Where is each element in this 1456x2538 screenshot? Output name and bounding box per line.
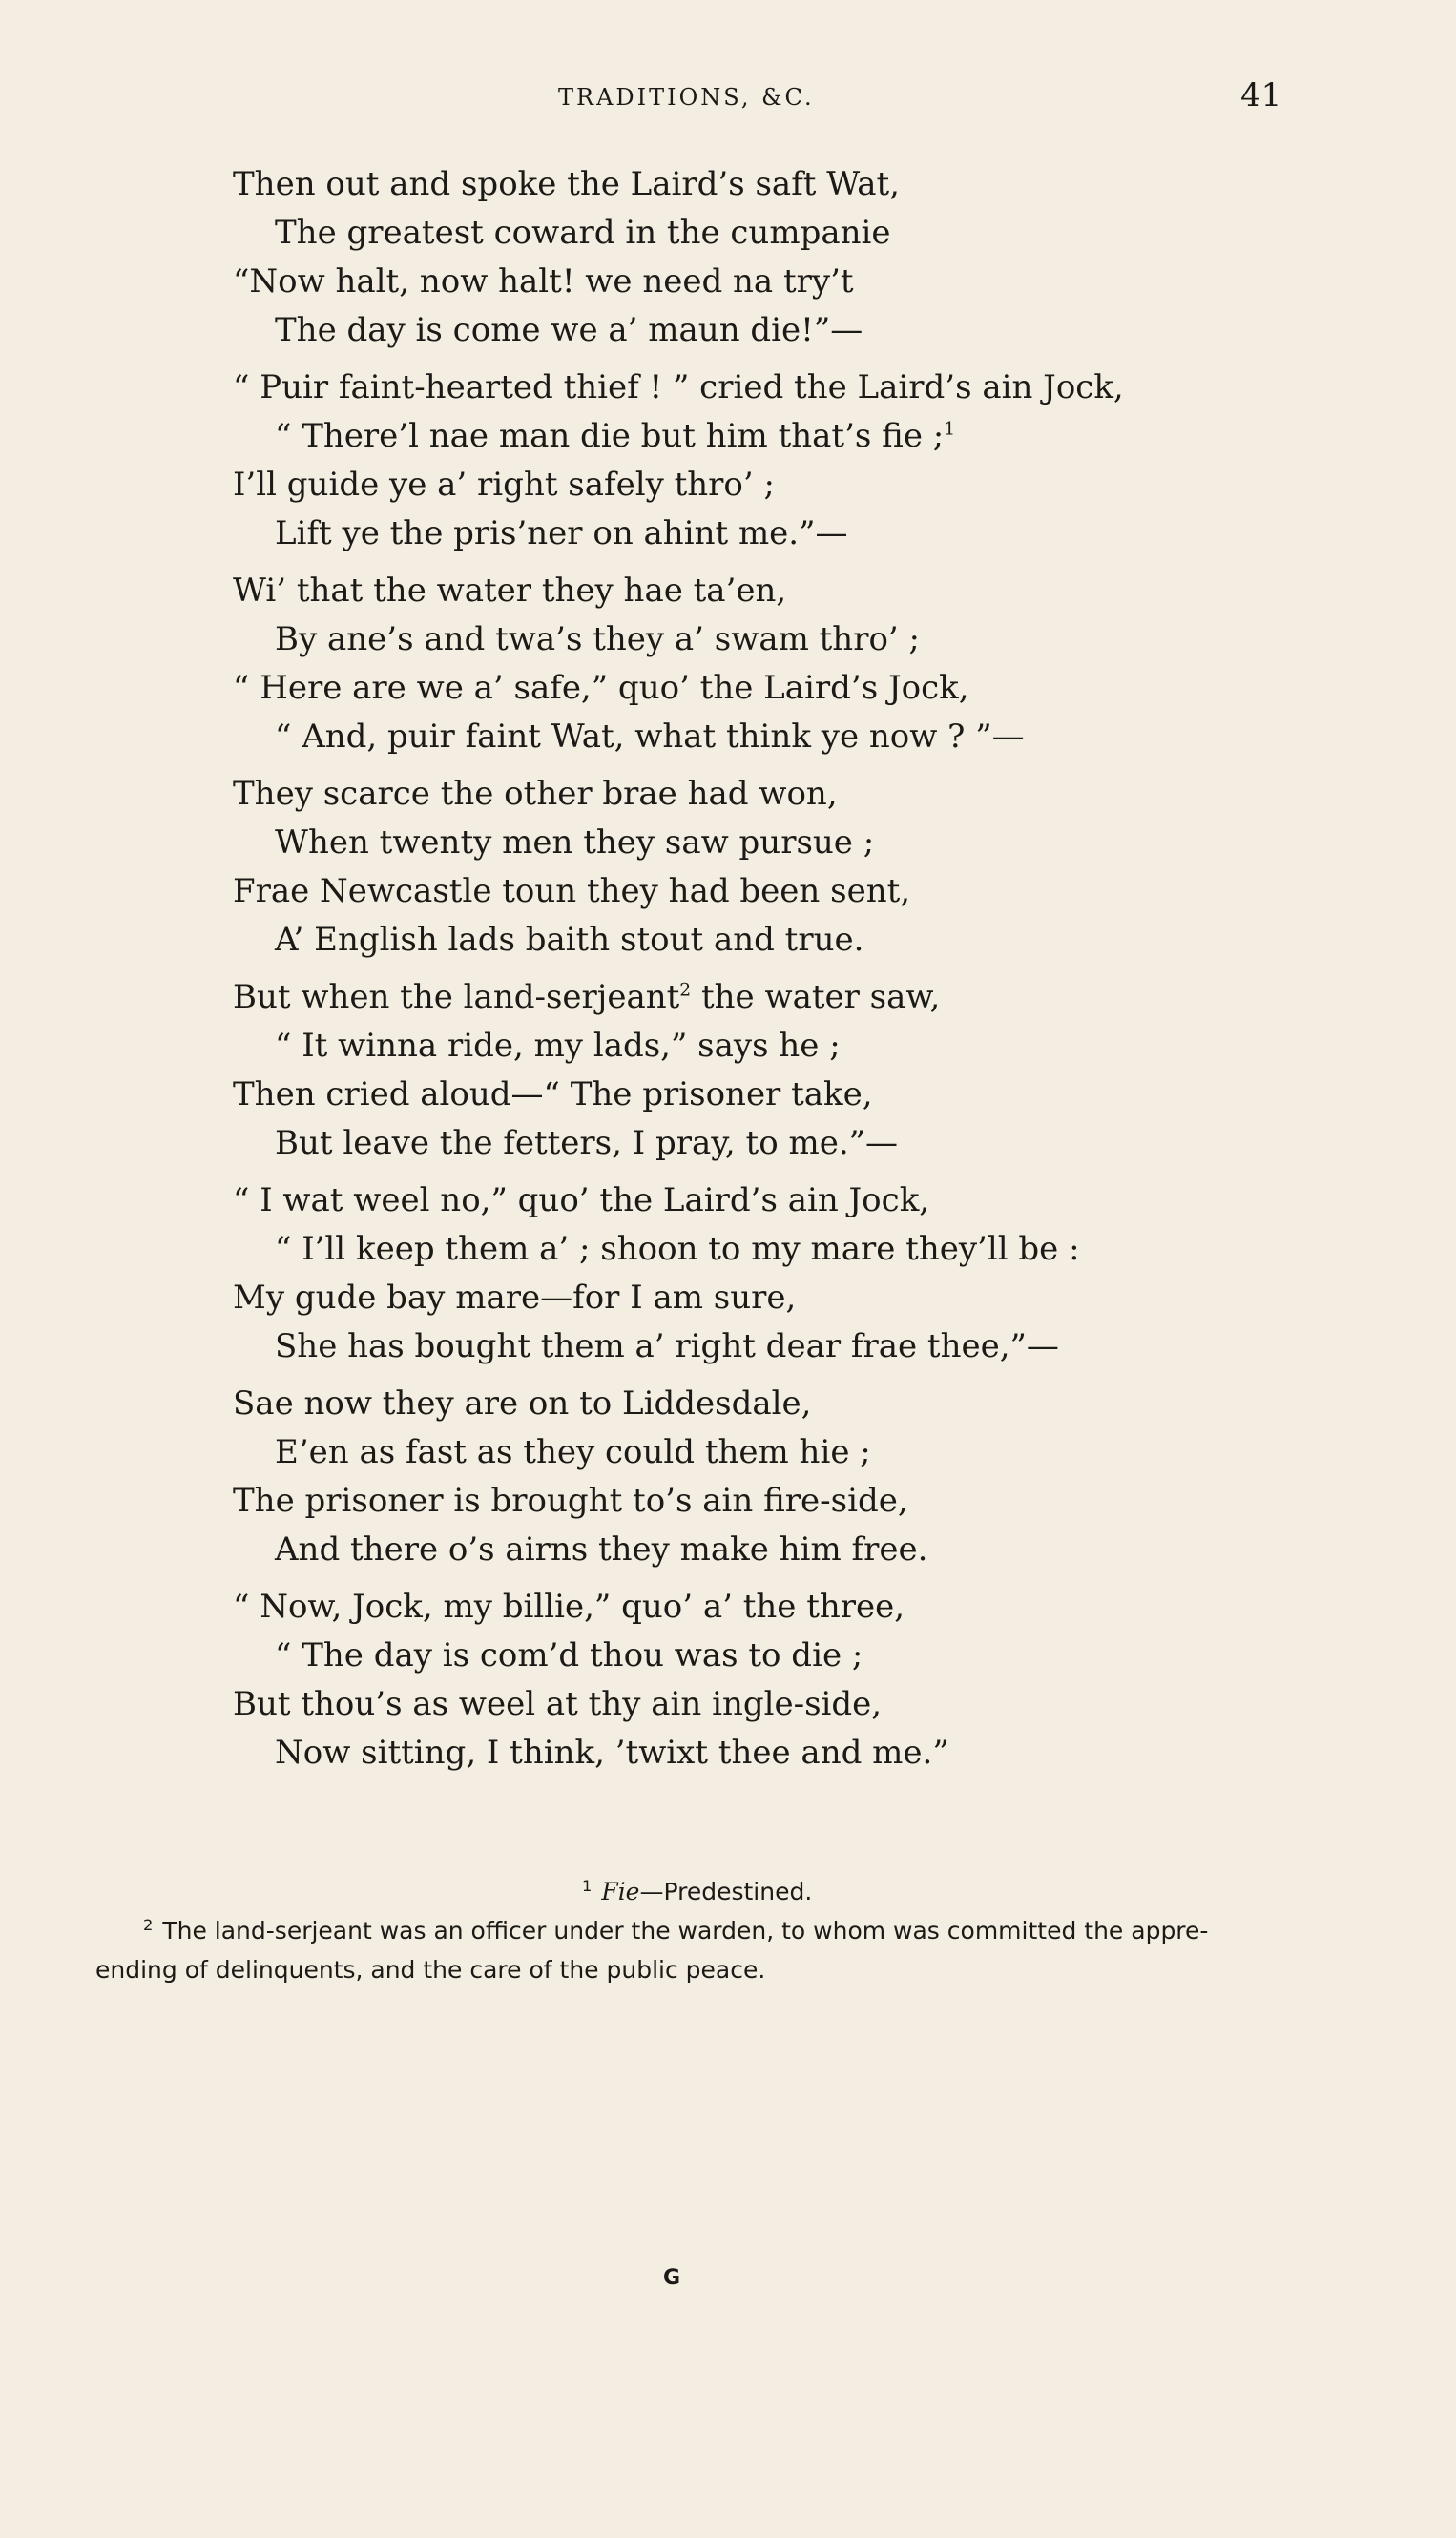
footnote-term: Fie [601,1878,640,1905]
poem-line: And there o’s airns they make him free. [275,1530,928,1569]
stanza [233,973,1282,1168]
poem-line: “Now halt, now halt! we need na try’t [233,262,854,301]
poem-line: “ It winna ride, my lads,” says he ; [275,1027,841,1065]
footnote-text: The land-serjeant was an officer under the warden, to whom was committed the appre- ending of delinquents, and the care of the public peace. [95,1917,1209,1984]
signature-mark: G [663,2266,681,2290]
poem-line: E’en as fast as they could them hie ; [275,1433,871,1471]
poem-line: But thou’s as weel at thy ain ingle-side, [233,1685,883,1723]
footnote-number: 1 [582,1876,593,1895]
poem-line: Wi’ that the water they hae ta’en, [233,572,787,610]
poem-line: When twenty men they saw pursue ; [275,823,875,862]
poem-line-tail: the water saw, [691,978,941,1016]
page-number: 41 [1240,76,1282,114]
poem-line [233,973,1282,1022]
poem [233,160,1282,1786]
footnote-number: 2 [143,1915,154,1934]
poem-line: The day is come we a’ maun die!”— [275,311,863,349]
stanza [233,770,1282,965]
poem-line: Frae Newcastle toun they had been sent, [233,872,911,910]
poem-line: Then out and spoke the Laird’s saft Wat, [233,165,900,203]
footnote-mark: 1 [944,419,956,440]
poem-line: They scarce the other brae had won, [233,775,838,813]
poem-line: Sae now they are on to Liddesdale, [233,1384,812,1423]
poem-line: She has bought them a’ right dear frae thee,”— [275,1327,1059,1365]
stanza [233,1176,1282,1371]
poem-line: “ I’ll keep them a’ ; shoon to my mare they’ll be : [275,1230,1080,1268]
poem-line: “ And, puir faint Wat, what think ye now ? ”— [275,718,1025,756]
poem-line: I’ll guide ye a’ right safely thro’ ; [233,466,775,504]
stanza [233,567,1282,761]
poem-line-text: But when the land-serjeant [233,978,680,1016]
poem-line: Lift ye the pris’ner on ahint me.”— [275,514,848,552]
poem-line [233,412,1282,461]
poem-line: The greatest coward in the cumpanie [275,214,891,252]
running-head: TRADITIONS, &C. [558,84,815,111]
stanza [233,1380,1282,1574]
stanza [233,160,1282,355]
poem-line: Then cried aloud—“ The prisoner take, [233,1075,873,1113]
poem-line: But leave the fetters, I pray, to me.”— [275,1124,899,1162]
poem-line: By ane’s and twa’s they a’ swam thro’ ; [275,620,920,658]
footnote-1 [95,1872,1269,1911]
poem-line: “ Now, Jock, my billie,” quo’ a’ the three, [233,1588,905,1626]
poem-line: “ The day is com’d thou was to die ; [275,1636,863,1675]
poem-line: “ Here are we a’ safe,” quo’ the Laird’s Jock, [233,669,969,707]
footnotes [95,1872,1269,1989]
footnote-2 [95,1911,1269,1989]
footnote-text: —Predestined. [639,1878,813,1905]
poem-line: The prisoner is brought to’s ain fire-side, [233,1482,908,1520]
stanza [233,364,1282,558]
poem-line: “ I wat weel no,” quo’ the Laird’s ain Jock, [233,1181,930,1219]
poem-line: Now sitting, I think, ’twixt thee and me.” [275,1734,949,1772]
poem-line-text: “ There’l nae man die but him that’s fie ; [275,417,945,455]
poem-line: My gude bay mare—for I am sure, [233,1279,797,1317]
poem-line: A’ English lads baith stout and true. [275,921,864,959]
footnote-mark: 2 [679,980,692,1001]
stanza [233,1583,1282,1778]
poem-line: “ Puir faint-hearted thief ! ” cried the Laird’s ain Jock, [233,368,1124,406]
